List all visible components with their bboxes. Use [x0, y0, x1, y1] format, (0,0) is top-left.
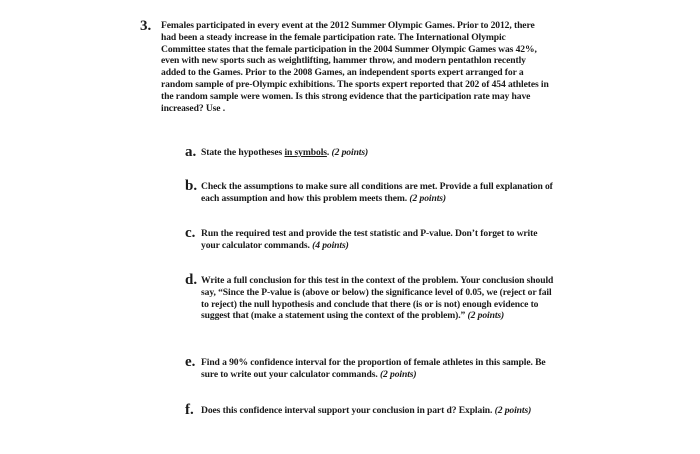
part-a [185, 144, 555, 160]
part-text-end: . [326, 147, 332, 158]
part-text [201, 357, 555, 381]
part-text-body: Check the assumptions to make sure all conditions are met. Provide a full explanation of each assumption and how this problem meets them. [201, 181, 553, 204]
problem-3 [140, 20, 550, 114]
part-text [201, 147, 555, 159]
part-letter: c. [185, 225, 196, 241]
points-label: (2 points) [331, 147, 369, 158]
points-label: (4 points) [312, 239, 349, 251]
problem-statement: Females participated in every event at the 2012 Summer Olympic Games. Prior to 2012, there had been a steady increase in the female participation rate. The International Olympic Committee states that the female participation in the 2004 Summer Olympic Games was 42%, even with new sports such as weightlifting, hammer throw, and modern pentathlon recently added to the Games. Prior to the 2008 Games, an independent sports expert arranged for a random sample of pre-Olympic exhibitions. The sports expert reported that 202 of 454 athletes in the random sample were women. Is this strong evidence that the participation rate may have increased? Use . [161, 20, 549, 114]
part-letter: d. [185, 272, 198, 288]
part-b [185, 178, 555, 205]
part-letter: a. [185, 144, 197, 160]
part-text [201, 181, 555, 205]
part-text-body: Find a 90% confidence interval for the proportion of female athletes in this sample. Be sure to write out your calculator commands. [201, 357, 546, 380]
part-text-body: Run the required test and provide the test statistic and P-value. Don’t forget to write your calculator commands. [201, 228, 538, 251]
part-letter: b. [185, 178, 198, 194]
points-label: (2 points) [494, 405, 532, 416]
part-text [201, 275, 555, 322]
part-letter: e. [185, 354, 196, 370]
part-d [185, 272, 555, 322]
points-label: (2 points) [467, 310, 505, 322]
part-text-start: State the hypotheses [201, 147, 285, 158]
part-letter: f. [185, 402, 194, 418]
points-label: (2 points) [379, 368, 417, 380]
part-c [185, 225, 555, 252]
points-label: (2 points) [409, 192, 446, 204]
part-text [201, 228, 555, 252]
part-f [185, 402, 555, 418]
part-text [201, 405, 555, 417]
part-e [185, 354, 555, 381]
part-text-body: Write a full conclusion for this test in the context of the problem. Your conclusion should say, “Since the P-value is (above or below) the significance level of 0.05, we (reject or fail to reject) the null hypothesis and conclude that there (is or is not) enough evidence to suggest that (make a statement using the context of the problem).” [201, 275, 554, 322]
part-text-body: Does this confidence interval support your conclusion in part d? Explain. [201, 405, 495, 416]
part-text-emphasis: in symbols [284, 147, 327, 158]
problem-number: 3. [140, 18, 152, 34]
